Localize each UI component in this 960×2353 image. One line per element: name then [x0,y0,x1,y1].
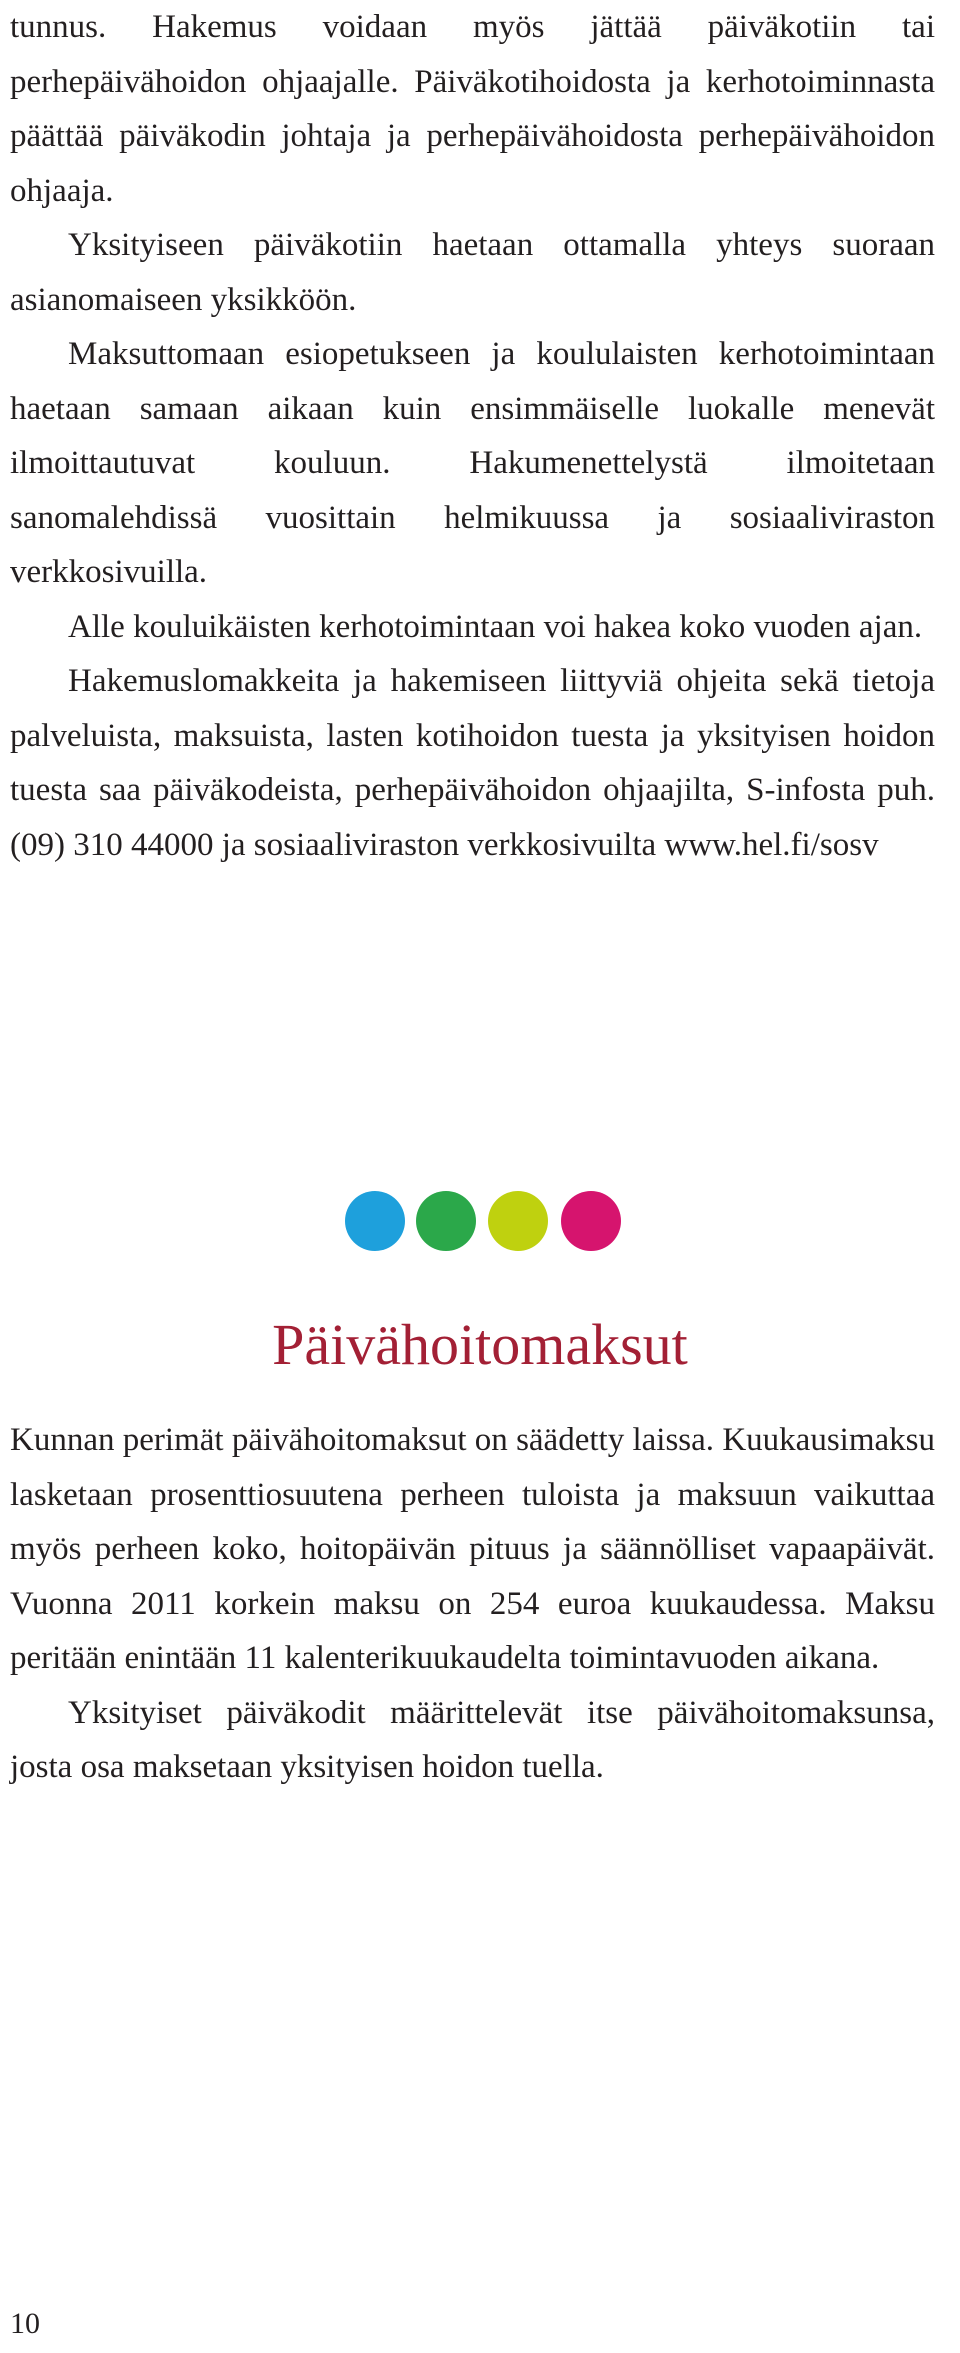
paragraph-preschool: Maksuttomaan esiopetukseen ja koululaisten kerhotoimintaan haetaan samaan aikaan kuin ensimmäiselle luokalle menevät ilmoittautuvat kouluun. Hakumenettelystä ilmoitetaan sanomalehdissä vuosittain helmikuussa ja sosiaaliviraston verkkosivuilla. [10,336,935,590]
paragraph-private-daycare: Yksityiseen päiväkotiin haetaan ottamalla yhteys suoraan asianomaiseen yksikköön. [10,227,935,318]
top-text-section [10,0,935,872]
paragraph-fees: Kunnan perimät päivähoitomaksut on säädetty laissa. Kuukausimaksu lasketaan prosenttiosuutena perheen tuloista ja maksuun vaikuttaa myös perheen koko, hoitopäivän pituus ja säännölliset vapaapäivät. Vuonna 2011 korkein maksu on 254 euroa kuukaudessa. Maksu peritään enintään 11 kalenterikuukaudelta toimintavuoden aikana. [10,1422,935,1676]
section-heading: Päivähoitomaksut [272,1312,688,1377]
lime-dot-icon [488,1191,548,1251]
decorative-dots [345,1191,635,1251]
magenta-dot-icon [561,1191,621,1251]
green-dot-icon [416,1191,476,1251]
paragraph-application-forms: Hakemuslomakkeita ja hakemiseen liittyviä ohjeita sekä tietoja palveluista, maksuista, lasten kotihoidon tuesta ja yksityisen hoidon tuesta saa päiväkodeista, perhepäivähoidon ohjaajilta, S-infosta puh. (09) 310 44000 ja sosiaaliviraston verkkosivuilta www.​hel.fi/sosv [10,663,935,863]
paragraph-club-activities: Alle kouluikäisten kerhotoimintaan voi hakea koko vuoden ajan. [68,608,923,645]
bottom-text-section [10,1413,935,1795]
paragraph-application-continuation: tunnus. Hakemus voidaan myös jättää päiväkotiin tai perhepäivähoidon ohjaajalle. Päiväkotihoidosta ja kerhotoiminnasta päättää päiväkodin johtaja ja perhepäivähoidosta perhepäivähoidon ohjaaja. [10,9,935,209]
blue-dot-icon [345,1191,405,1251]
page-number: 10 [10,2307,40,2340]
paragraph-private-fees: Yksityiset päiväkodit määrittelevät itse päivähoitomaksunsa, josta osa maksetaan yksityisen hoidon tuella. [10,1694,935,1785]
